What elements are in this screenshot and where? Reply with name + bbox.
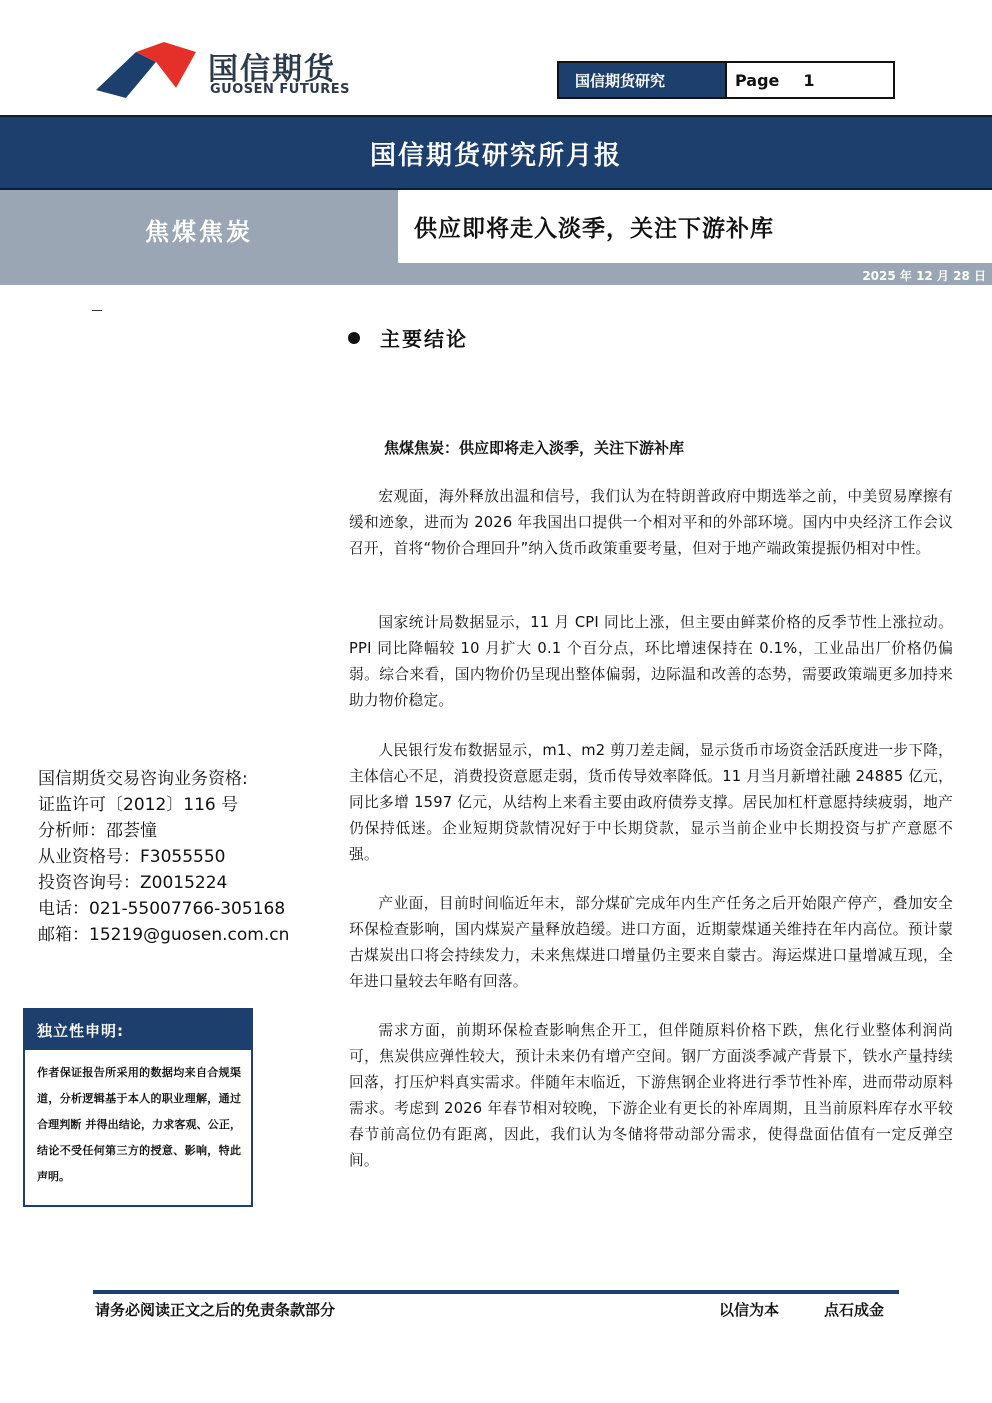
analyst-contact: [38, 766, 289, 948]
report-title-band: [0, 115, 992, 190]
qualification-line: 国信期货交易咨询业务资格:: [38, 769, 248, 789]
paragraph-supply: 产业面，目前时间临近年末，部分煤矿完成年内生产任务之后开始限产停产，叠加安全环保检查影响，国内煤炭产量释放趋缓。进口方面，近期蒙煤通关维持在年内高位。预计蒙古煤炭出口将会持续发力，未来焦煤进口增量仍主要来自蒙古。海运煤进口量增减互现，全年进口量较去年略有回落。: [349, 895, 953, 990]
bullet-icon: [348, 332, 360, 344]
sector-band: [0, 190, 992, 285]
independence-declaration: [23, 1008, 253, 1207]
email[interactable]: 邮箱：15219@guosen.com.cn: [38, 925, 290, 945]
phone: 电话：021-55007766-305168: [38, 899, 286, 919]
disclaimer-note: 请务必阅读正文之后的免责条款部分: [95, 1301, 336, 1319]
research-label: 国信期货研究: [559, 63, 727, 97]
report-headline: 供应即将走入淡季，关注下游补库: [414, 216, 774, 242]
section-label: 主要结论: [380, 327, 468, 351]
section-header: [348, 323, 468, 352]
license-line: 证监许可〔2012〕116 号: [38, 795, 239, 815]
footer-rule: [93, 1290, 899, 1294]
logo-mark-icon: [96, 40, 201, 100]
conclusion-subtitle: 焦煤焦炭：供应即将走入淡季，关注下游补库: [384, 439, 685, 457]
page-indicator: [727, 63, 893, 97]
divider: [92, 310, 102, 311]
page-header-box: [557, 61, 895, 99]
paragraph-prices: 国家统计局数据显示，11 月 CPI 同比上涨，但主要由鲜菜价格的反季节性上涨拉动。PPI 同比降幅较 10 月扩大 0.1 个百分点，环比增速保持在 0.1%，工业品出厂价格仍偏弱。综合来看，国内物价仍呈现出整体偏弱，边际温和改善的态势，需要政策端更多加持来助力物价稳定。: [349, 614, 953, 709]
logo-text-cn: 国信期货: [208, 52, 336, 87]
analyst-name: 分析师：邵荟憧: [38, 821, 157, 841]
practice-id: 从业资格号：F3055550: [38, 847, 226, 867]
paragraph-demand: 需求方面，前期环保检查影响焦企开工，但伴随原料价格下跌，焦化行业整体利润尚可，焦炭供应弹性较大，预计未来仍有增产空间。钢厂方面淡季减产背景下，铁水产量持续回落，打压炉料真实需求。伴随年末临近，下游焦钢企业将进行季节性补库，进而带动原料需求。考虑到 2026 年春节相对较晚，下游企业有更长的补库周期，且当前原料库存水平较春节前高位仍有距离，因此，我们认为冬储将带动部分需求，使得盘面估值有一定反弹空间。: [349, 1022, 953, 1169]
consult-id: 投资咨询号：Z0015224: [38, 873, 228, 893]
page-label: Page: [735, 70, 780, 90]
declaration-title: 独立性申明:: [25, 1010, 251, 1050]
motto-2: 点石成金: [824, 1301, 885, 1319]
report-title: 国信期货研究所月报: [369, 141, 622, 171]
page-number: 1: [803, 70, 815, 90]
motto-1: 以信为本: [719, 1301, 780, 1319]
paragraph-monetary: 人民银行发布数据显示，m1、m2 剪刀差走阔，显示货币市场资金活跃度进一步下降，主体信心不足，消费投资意愿走弱，货币传导效率降低。11 月当月新增社融 24885 亿元，同比多增 1597 亿元，从结构上来看主要由政府债券支撑。居民加杠杆意愿持续疲弱，地产仍保持低迷。企业短期贷款情况好于中长期贷款，显示当前企业中长期投资与扩产意愿不强。: [349, 742, 953, 863]
sector-name: 焦煤焦炭: [145, 218, 253, 246]
report-date: 2025 年 12 月 28 日: [862, 269, 986, 283]
paragraph-macro: 宏观面，海外释放出温和信号，我们认为在特朗普政府中期选举之前，中美贸易摩擦有缓和迹象，进而为 2026 年我国出口提供一个相对平和的外部环境。国内中央经济工作会议召开，首将“物价合理回升”纳入货币政策重要考量，但对于地产端政策提振仍相对中性。: [349, 488, 953, 557]
logo-text-en: GUOSEN FUTURES: [210, 82, 351, 97]
declaration-body: 作者保证报告所采用的数据均来自合规渠道，分析逻辑基于本人的职业理解，通过合理判断 并得出结论，力求客观、公正，结论不受任何第三方的授意、影响，特此声明。: [37, 1066, 241, 1183]
company-logo: [96, 40, 366, 102]
